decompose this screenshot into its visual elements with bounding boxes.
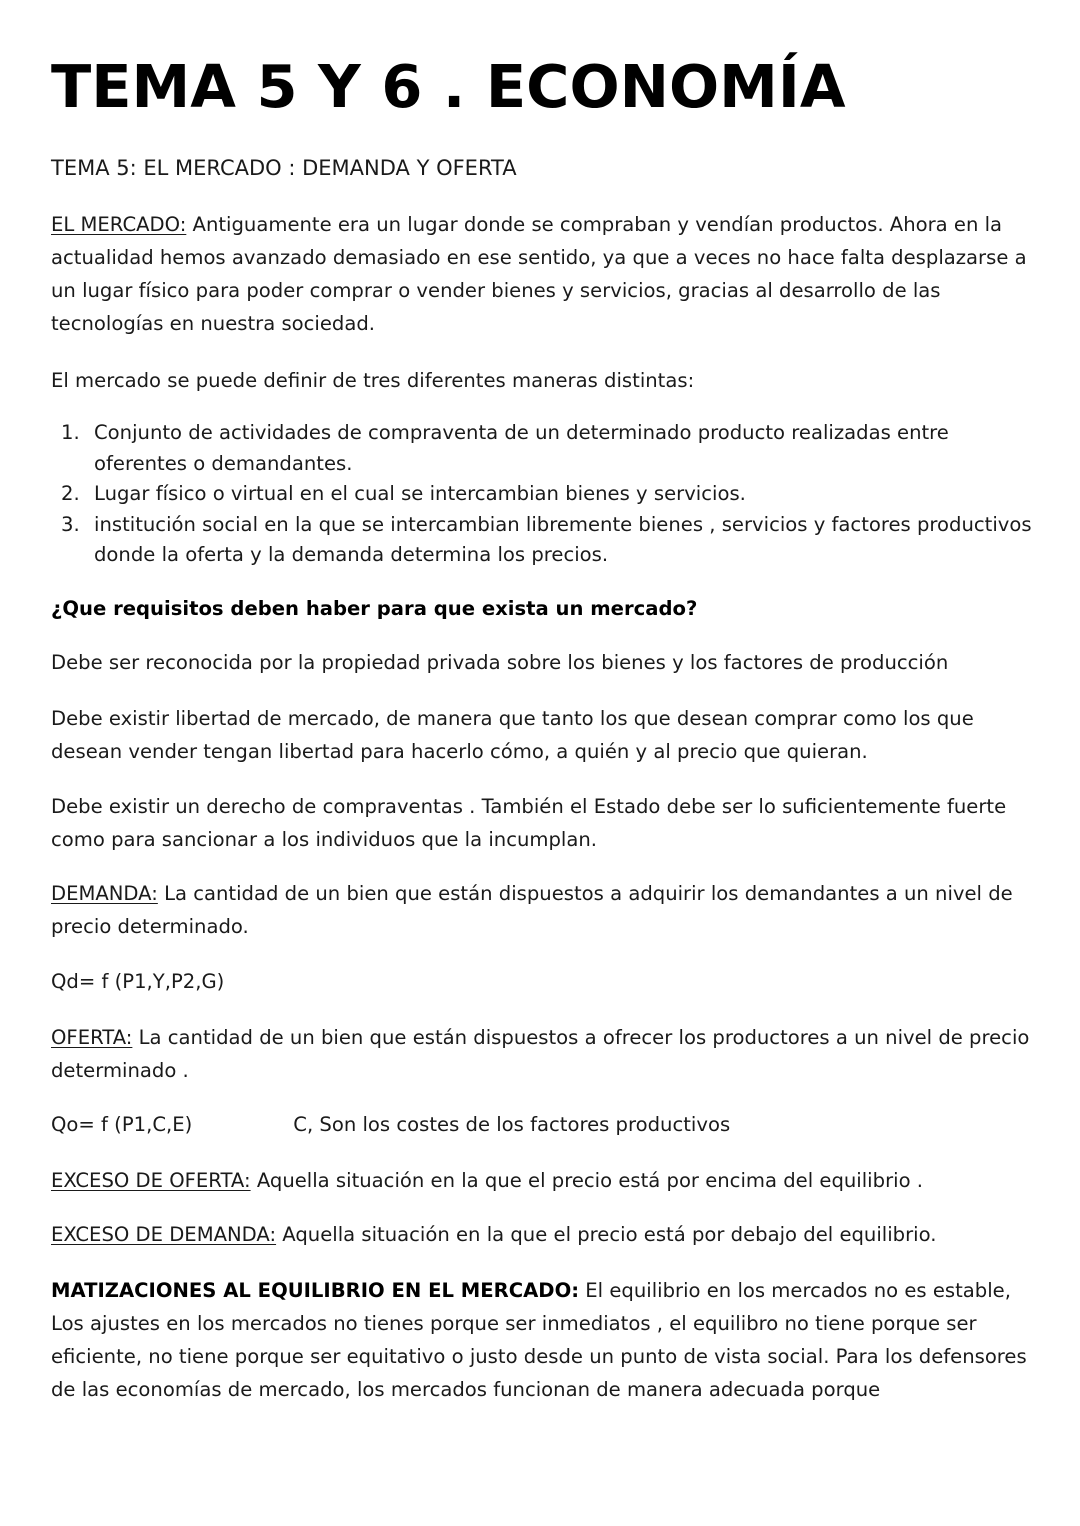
list-item <box>51 479 1041 510</box>
paragraph-mercado <box>51 208 1041 340</box>
definition-oferta: La cantidad de un bien que están dispuestos a ofrecer los productores a un nivel de precio determinado . <box>51 1026 1030 1082</box>
formula-demanda: Qd= f (P1,Y,P2,G) <box>51 970 225 993</box>
paragraph-definir-intro: El mercado se puede definir de tres diferentes maneras distintas: <box>51 369 695 392</box>
paragraph-demanda <box>51 877 1041 943</box>
definition-matizaciones: El equilibrio en los mercados no es estable, Los ajustes en los mercados no tienes porque ser inmediatos , el equilibro no tiene porque ser eficiente, no tiene porque ser equitativo o justo desde un punto de vista social. Para los defensores de las economías de mercado, los mercados funcionan de manera adecuada porque <box>51 1279 1027 1401</box>
list-item <box>51 418 1041 479</box>
paragraph-requisito-2: Debe existir libertad de mercado, de manera que tanto los que desean comprar como los que desean vender tengan libertad para hacerlo cómo, a quién y al precio que quieran. <box>51 707 974 763</box>
term-oferta: OFERTA: <box>51 1026 133 1049</box>
list-item <box>51 510 1041 571</box>
term-exceso-oferta: EXCESO DE OFERTA: <box>51 1169 251 1192</box>
paragraph-oferta <box>51 1021 1041 1087</box>
list-number: 1. <box>61 421 80 444</box>
paragraph-exceso-demanda <box>51 1218 1041 1251</box>
definitions-list <box>51 418 1041 571</box>
term-matizaciones: MATIZACIONES AL EQUILIBRIO EN EL MERCADO: <box>51 1279 580 1302</box>
paragraph-exceso-oferta <box>51 1164 1041 1197</box>
paragraph-matizaciones <box>51 1274 1041 1406</box>
list-item-text: Conjunto de actividades de compraventa de un determinado producto realizadas entre oferentes o demandantes. <box>94 421 949 475</box>
section-subtitle: TEMA 5: EL MERCADO : DEMANDA Y OFERTA <box>51 156 517 180</box>
paragraph-requisito-1: Debe ser reconocida por la propiedad privada sobre los bienes y los factores de producción <box>51 651 949 674</box>
term-demanda: DEMANDA: <box>51 882 158 905</box>
definition-demanda: La cantidad de un bien que están dispuestos a adquirir los demandantes a un nivel de precio determinado. <box>51 882 1013 938</box>
definition-mercado: Antiguamente era un lugar donde se compraban y vendían productos. Ahora en la actualidad hemos avanzado demasiado en ese sentido, ya que a veces no hace falta desplazarse a un lugar físico para poder comprar o vender bienes y servicios, gracias al desarrollo de las tecnologías en nuestra sociedad. <box>51 213 1027 335</box>
document-title: TEMA 5 Y 6 . ECONOMÍA <box>51 52 846 121</box>
list-number: 2. <box>61 482 80 505</box>
definition-exceso-oferta: Aquella situación en la que el precio está por encima del equilibrio . <box>250 1169 924 1192</box>
list-item-text: institución social en la que se intercambian libremente bienes , servicios y factores productivos donde la oferta y la demanda determina los precios. <box>94 512 1032 566</box>
formula-oferta: Qo= f (P1,C,E) <box>51 1113 193 1136</box>
term-mercado: EL MERCADO: <box>51 213 187 236</box>
definition-exceso-demanda: Aquella situación en la que el precio está por debajo del equilibrio. <box>276 1223 937 1246</box>
list-number: 3. <box>61 512 80 536</box>
list-item-text: Lugar físico o virtual en el cual se intercambian bienes y servicios. <box>94 482 746 505</box>
formula-oferta-line <box>51 1108 1041 1141</box>
term-exceso-demanda: EXCESO DE DEMANDA: <box>51 1223 277 1246</box>
formula-oferta-note: C, Son los costes de los factores productivos <box>293 1113 731 1136</box>
requisitos-heading: ¿Que requisitos deben haber para que exista un mercado? <box>51 597 698 620</box>
paragraph-requisito-3: Debe existir un derecho de compraventas . También el Estado debe ser lo suficientemente fuerte como para sancionar a los individuos que la incumplan. <box>51 795 1007 851</box>
